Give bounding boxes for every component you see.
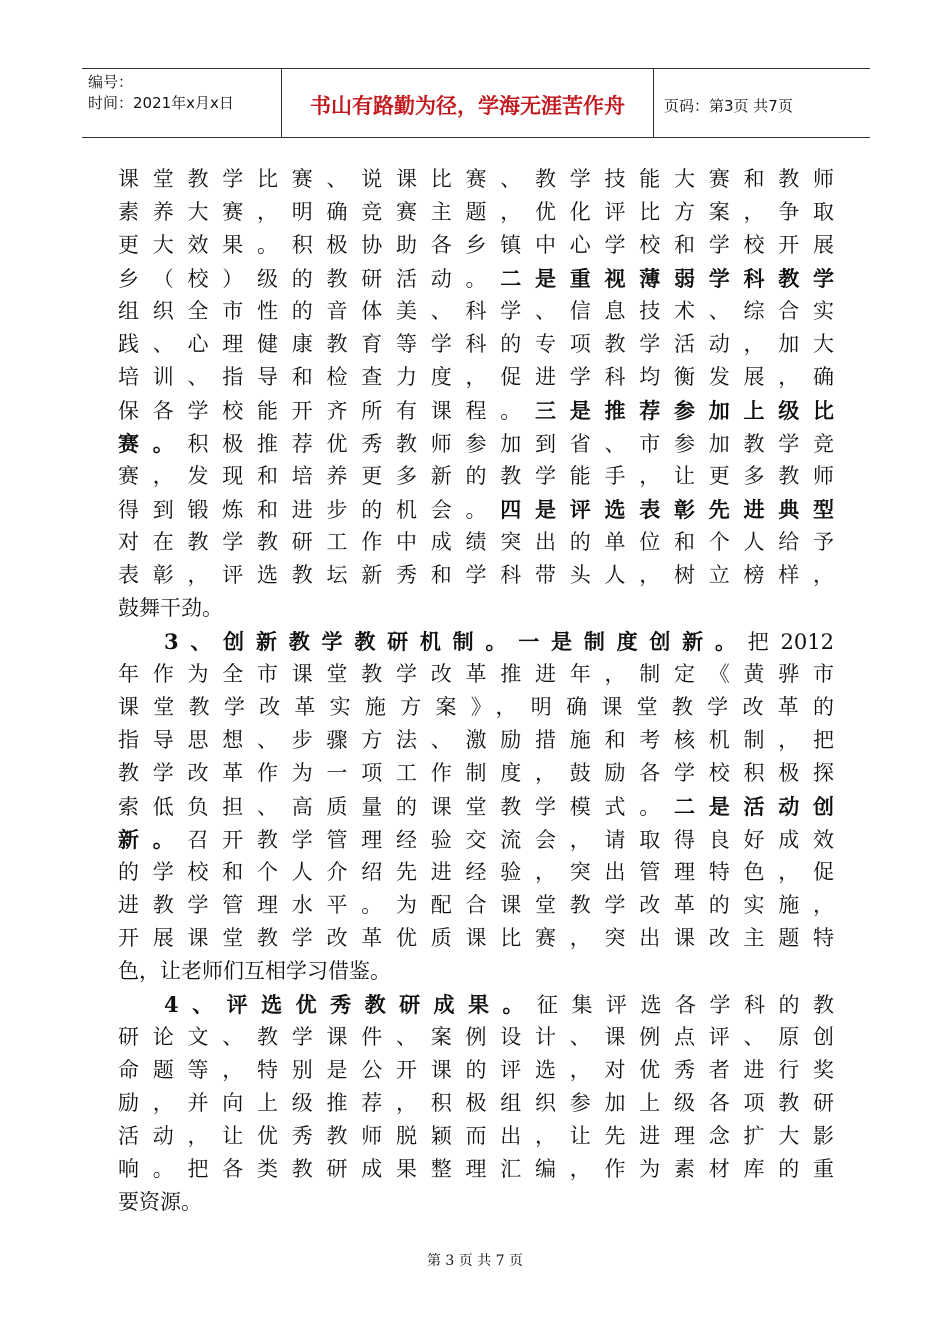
text-segment: 得到锻炼和进步的机会。 xyxy=(118,498,501,522)
serial-label: 编号： xyxy=(88,73,134,91)
bold-text-segment: 三是推荐参加上级比 xyxy=(535,398,834,423)
text-line xyxy=(118,196,834,229)
text-line xyxy=(118,889,834,922)
header-meta xyxy=(82,69,282,137)
bold-text-segment: 二是重视薄弱学科教学 xyxy=(500,266,834,291)
document-body xyxy=(118,163,834,1219)
text-segment: 保各学校能开齐所有课程。 xyxy=(118,399,535,423)
bold-text-segment: 新。 xyxy=(118,827,188,852)
text-segment: 教学改革作为一项工作制度，鼓励各学校积极探 xyxy=(118,761,834,785)
text-segment: 乡（校）级的教研活动。 xyxy=(118,267,501,291)
text-line xyxy=(118,658,834,691)
text-segment: 召开教学管理经验交流会，请取得良好成效 xyxy=(187,828,834,852)
text-segment: 要资源。 xyxy=(118,1190,202,1214)
text-line xyxy=(118,1120,834,1153)
time-label: 时间：2021年x月x日 xyxy=(88,94,234,112)
text-segment: 励，并向上级推荐，积极组织参加上级各项教研 xyxy=(118,1091,834,1115)
text-line xyxy=(118,1054,834,1087)
text-segment: 表彰，评选教坛新秀和学科带头人，树立榜样， xyxy=(118,563,834,587)
text-segment: 色，让老师们互相学习借鉴。 xyxy=(118,959,391,983)
text-segment: 课堂教学比赛、说课比赛、教学技能大赛和教师 xyxy=(118,167,834,191)
text-line xyxy=(118,1186,834,1219)
text-line xyxy=(118,757,834,790)
text-line xyxy=(118,328,834,361)
text-line xyxy=(118,1087,834,1120)
text-line xyxy=(118,394,834,427)
text-line xyxy=(118,427,834,460)
text-segment: 进教学管理水平。为配合课堂教学改革的实施， xyxy=(118,893,834,917)
bold-text-segment: 二是活动创 xyxy=(674,794,834,819)
text-segment: 指导思想、步骤方法、激励措施和考核机制，把 xyxy=(118,728,834,752)
text-segment: 的学校和个人介绍先进经验，突出管理特色，促 xyxy=(118,860,834,884)
text-line xyxy=(118,361,834,394)
text-segment: 鼓舞干劲。 xyxy=(118,596,223,620)
text-line xyxy=(118,262,834,295)
text-segment: 培训、指导和检查力度，促进学科均衡发展，确 xyxy=(118,365,834,389)
text-segment: 课堂教学改革实施方案》，明确课堂教学改革的 xyxy=(118,695,834,719)
text-segment: 素养大赛，明确竞赛主题，优化评比方案，争取 xyxy=(118,200,834,224)
bold-text-segment: 4、评选优秀教研成果。 xyxy=(164,992,538,1017)
page-footer: 第 3 页 共 7 页 xyxy=(426,1253,524,1269)
text-segment: 征集评选各学科的教 xyxy=(537,993,834,1017)
text-segment: 活动，让优秀教师脱颖而出，让先进理念扩大影 xyxy=(118,1124,834,1148)
text-line xyxy=(118,988,834,1021)
text-line xyxy=(118,823,834,856)
bold-text-segment: 赛。 xyxy=(118,431,188,456)
text-line xyxy=(118,955,834,988)
text-segment: 命题等，特别是公开课的评选，对优秀者进行奖 xyxy=(118,1058,834,1082)
text-segment: 开展课堂教学改革优质课比赛，突出课改主题特 xyxy=(118,926,834,950)
text-line xyxy=(118,922,834,955)
page-header xyxy=(82,68,870,138)
text-line xyxy=(118,724,834,757)
text-segment: 响。把各类教研成果整理汇编，作为素材库的重 xyxy=(118,1157,834,1181)
text-line xyxy=(118,1153,834,1186)
text-line xyxy=(118,790,834,823)
text-segment: 索低负担、高质量的课堂教学模式。 xyxy=(118,795,674,819)
text-line xyxy=(118,493,834,526)
text-segment: 把2012 xyxy=(747,630,834,654)
text-segment: 年作为全市课堂教学改革推进年，制定《黄骅市 xyxy=(118,662,834,686)
header-page-info: 页码：第3页 共7页 xyxy=(664,96,793,115)
text-segment: 积极推荐优秀教师参加到省、市参加教学竞 xyxy=(187,432,834,456)
text-line xyxy=(118,1021,834,1054)
text-line xyxy=(118,856,834,889)
text-line xyxy=(118,295,834,328)
text-segment: 赛，发现和培养更多新的教学能手，让更多教师 xyxy=(118,464,834,488)
text-segment: 组织全市性的音体美、科学、信息技术、综合实 xyxy=(118,299,834,323)
text-line xyxy=(118,229,834,262)
bold-text-segment: 四是评选表彰先进典型 xyxy=(500,497,834,522)
text-line xyxy=(118,592,834,625)
text-line xyxy=(118,625,834,658)
text-line xyxy=(118,526,834,559)
text-segment: 对在教学教研工作中成绩突出的单位和个人给予 xyxy=(118,530,834,554)
text-segment: 践、心理健康教育等学科的专项教学活动，加大 xyxy=(118,332,834,356)
text-line xyxy=(118,559,834,592)
text-segment: 研论文、教学课件、案例设计、课例点评、原创 xyxy=(118,1025,834,1049)
text-line xyxy=(118,460,834,493)
text-segment: 更大效果。积极协助各乡镇中心学校和学校开展 xyxy=(118,233,834,257)
bold-text-segment: 3、创新教学教研机制。一是制度创新。 xyxy=(164,629,748,654)
text-line xyxy=(118,163,834,196)
text-line xyxy=(118,691,834,724)
header-motto: 书山有路勤为径，学海无涯苦作舟 xyxy=(282,69,654,137)
